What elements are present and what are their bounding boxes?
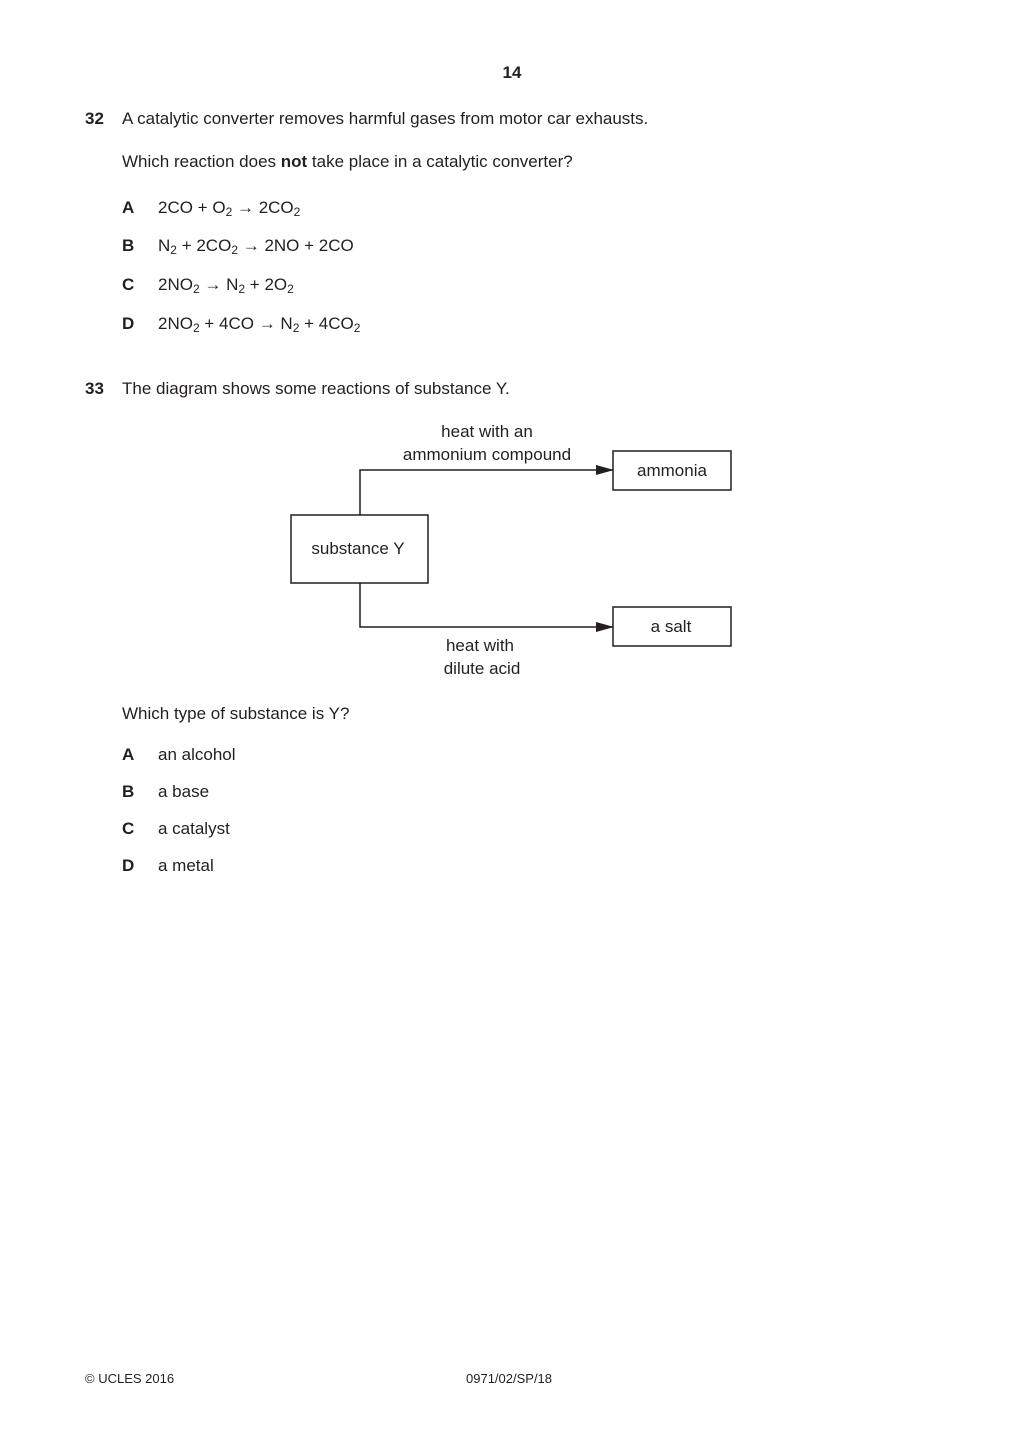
option-letter: A [122,745,135,764]
option-letter: B [122,236,135,255]
subscript: 2 [170,243,177,257]
equation-part: → N [199,275,239,294]
equation-part: 2NO [158,314,193,333]
substance-y-label: substance Y [311,539,405,558]
option-text: a catalyst [158,819,230,838]
footer-paper-code: 0971/02/SP/18 [466,1371,553,1386]
equation-part: → 2NO + 2CO [238,236,354,255]
option-letter: D [122,856,135,875]
reaction-diagram [0,0,1024,700]
subscript: 2 [231,243,238,257]
salt-label: a salt [650,617,692,636]
option-text: a base [158,782,210,801]
top-arrow-label-line2: ammonium compound [402,445,572,464]
subscript: 2 [287,282,294,296]
footer-copyright: © UCLES 2016 [85,1371,175,1386]
subscript: 2 [238,282,246,296]
equation-part: + 2O [245,275,288,294]
top-arrow [360,470,613,515]
bottom-arrow [360,583,613,627]
ammonia-label: ammonia [637,461,707,480]
equation-part: 2NO [158,275,193,294]
option-letter: B [122,782,135,801]
equation-part: + 4CO → N [199,314,293,333]
subscript: 2 [192,321,200,335]
subscript: 2 [292,321,300,335]
equation-part: N [158,236,171,255]
equation-part: → 2CO [232,198,294,217]
subscript: 2 [353,321,361,335]
equation-part: + 4CO [299,314,354,333]
subscript: 2 [225,205,233,219]
question-number: 33 [85,379,104,398]
equation-part: + 2CO [176,236,232,255]
subscript: 2 [293,205,301,219]
bottom-arrow-label-line1: heat with [445,636,515,655]
option-text: an alcohol [158,745,236,764]
prompt-text-after: take place in a catalytic converter? [307,152,573,171]
option-letter: A [122,198,135,217]
prompt-text-before: Which reaction does [122,152,281,171]
option-letter: C [122,275,135,294]
bottom-arrow-label-line2: dilute acid [443,659,521,678]
page-number: 14 [502,63,522,82]
question-number: 32 [85,109,104,128]
prompt-emphasis: not [280,152,308,171]
option-letter: C [122,819,135,838]
top-arrow-label-line1: heat with an [441,422,533,441]
subscript: 2 [192,282,200,296]
question-prompt: Which type of substance is Y? [122,704,350,723]
question-stem: The diagram shows some reactions of substance Y. [122,379,510,398]
equation-part: 2CO + O [158,198,226,217]
question-stem: A catalytic converter removes harmful gases from motor car exhausts. [122,109,649,128]
option-letter: D [122,314,135,333]
option-text: a metal [158,856,214,875]
